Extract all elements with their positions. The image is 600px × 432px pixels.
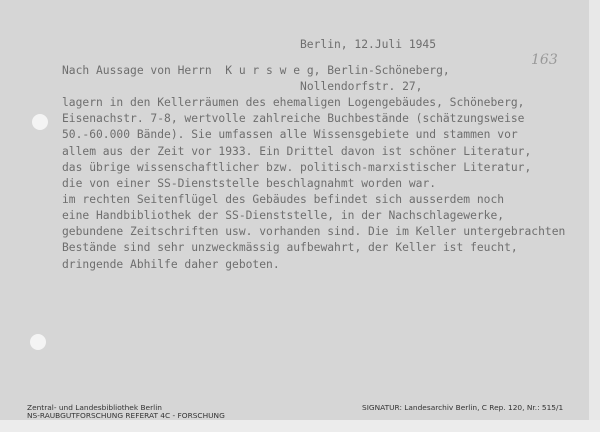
letter-line: allem aus der Zeit vor 1933. Ein Drittel davon ist schöner Literatur,: [62, 145, 532, 158]
letter-line: Nach Aussage von Herrn K u r s w e g, Berlin-Schöneberg,: [62, 64, 450, 77]
letter-line: im rechten Seitenflügel des Gebäudes befindet sich ausserdem noch: [62, 193, 505, 206]
letter-line: eine Handbibliothek der SS-Dienststelle, in der Nachschlagewerke,: [62, 209, 505, 222]
footer-department: NS-RAUBGUTFORSCHUNG REFERAT 4C - FORSCHUNG: [27, 411, 225, 420]
page-edge: [589, 0, 600, 420]
letter-line: gebundene Zeitschriften usw. vorhanden sind. Die im Keller untergebrachten: [62, 225, 566, 238]
letter-line: Eisenachstr. 7-8, wertvolle zahlreiche Buchbestände (schätzungsweise: [62, 112, 525, 125]
footer-signature: SIGNATUR: Landesarchiv Berlin, C Rep. 120, Nr.: 515/1: [362, 403, 564, 412]
letter-line: Bestände sind sehr unzweckmässig aufbewahrt, der Keller ist feucht,: [62, 241, 518, 254]
handwritten-page-number: 163: [531, 52, 558, 68]
letter-line: Nollendorfstr. 27,: [62, 80, 423, 93]
letter-line: 50.-60.000 Bände). Sie umfassen alle Wissensgebiete und stammen vor: [62, 128, 518, 141]
letter-line: das übrige wissenschaftlicher bzw. politisch-marxistischer Literatur,: [62, 161, 532, 174]
footer-institution: Zentral- und Landesbibliothek Berlin: [27, 403, 162, 412]
letter-line: die von einer SS-Dienststelle beschlagnahmt worden war.: [62, 177, 437, 190]
letter-date: Berlin, 12.Juli 1945: [300, 38, 437, 51]
punch-hole: [32, 114, 48, 130]
letter-line: lagern in den Kellerräumen des ehemaligen Logengebäudes, Schöneberg,: [62, 96, 525, 109]
punch-hole: [30, 334, 46, 350]
letter-line: dringende Abhilfe daher geboten.: [62, 258, 280, 271]
